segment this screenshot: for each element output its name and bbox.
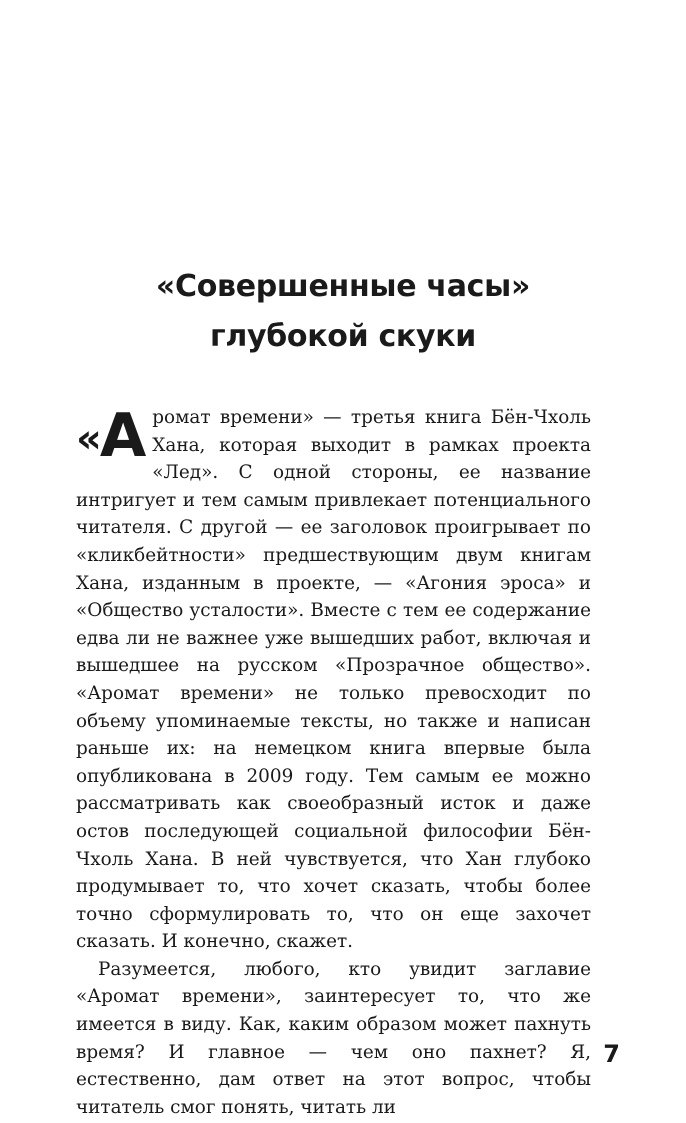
drop-cap [76,401,147,471]
paragraph-1-text: ромат времени» — третья книга Бён-Чхоль Хана, которая выходит в рамках проекта «Лед». С одной стороны, ее название интригует и тем самым привлекает потенциального читателя. С другой — ее заголовок проигрывает по «кликбейтности» предшествующим двум книгам Хана, изданным в проекте, — «Агония эроса» и «Общество усталости». Вместе с тем ее содержание едва ли не важнее уже вышедших работ, включая и вышедшее на русском «Прозрачное общество». «Аромат времени» не только превосходит по объему упоминаемые тексты, но также и написан раньше их: на немецком книга впервые была опубликована в 2009 году. Тем самым ее можно рассматривать как своеобразный исток и даже остов последующей социальной философии Бён-Чхоль Хана. В ней чувствуется, что Хан глубоко продумывает то, что хочет сказать, чтобы более точно сформулировать то, что он еще захочет сказать. И конечно, скажет. [76,407,591,953]
drop-cap-quote: « [76,416,102,462]
body-text [76,401,591,1121]
paragraph-2: Разумеется, любого, кто увидит заглавие «Аромат времени», заинтересует то, что же имеется в виду. Как, каким образом может пахнуть время? И главное — чем оно пахнет? Я, естественно, дам ответ на этот вопрос, чтобы читатель смог понять, читать ли [76,958,591,1118]
chapter-title-line-1: «Совершенные часы» [155,269,531,304]
paragraph-1 [76,401,591,956]
drop-cap-letter: А [99,401,147,471]
chapter-title [0,262,686,362]
chapter-title-line-2: глубокой скуки [209,319,477,354]
page-number: 7 [603,1040,620,1068]
